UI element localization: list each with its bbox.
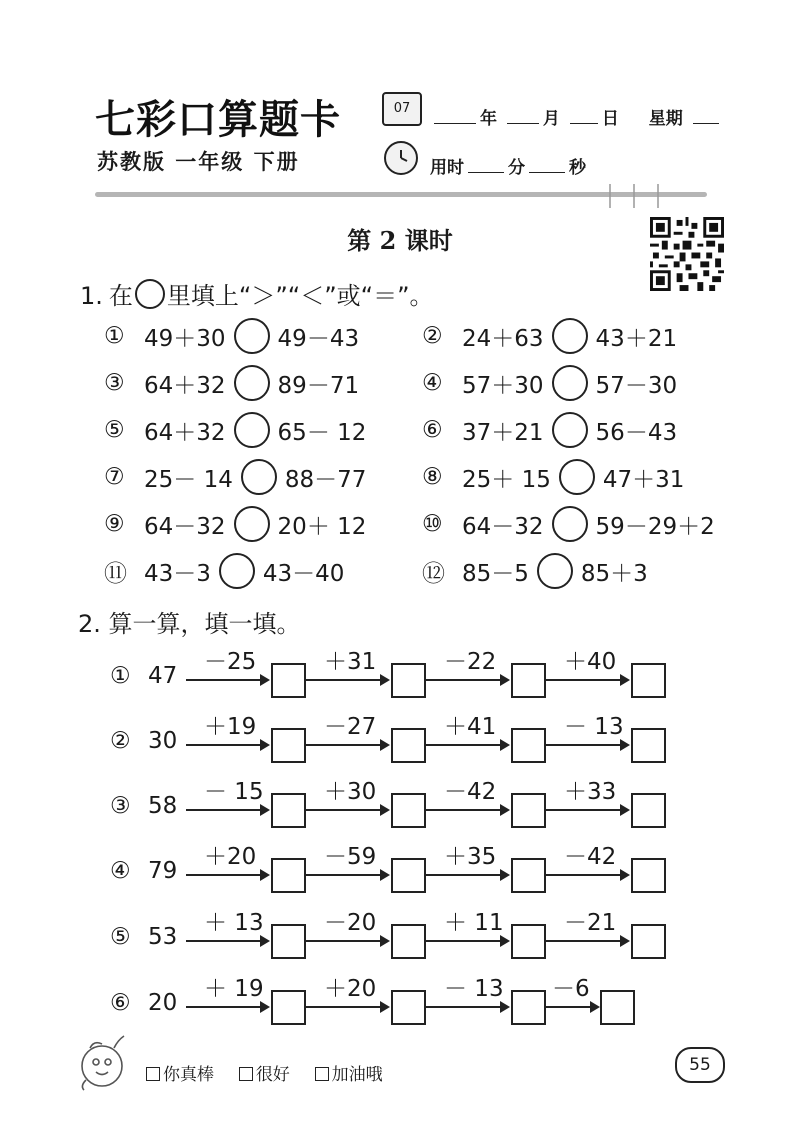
right-expr: 49－43 <box>277 325 360 352</box>
chain-label: ① <box>110 663 131 689</box>
answer-circle[interactable] <box>559 459 595 495</box>
right-expr: 20＋ 12 <box>277 513 367 540</box>
left-expr: 64－32 <box>462 513 544 540</box>
right-expr: 43－40 <box>262 560 345 587</box>
rating-option[interactable] <box>239 1065 290 1085</box>
answer-box[interactable] <box>631 858 666 893</box>
chain-op: －42 <box>444 779 497 805</box>
chain-op: －25 <box>204 649 257 675</box>
compare-item <box>104 459 366 495</box>
chain-start: 20 <box>148 990 178 1016</box>
right-expr: 47＋31 <box>602 466 685 493</box>
month-label: 月 <box>542 109 560 129</box>
compare-item <box>422 506 715 542</box>
rating-label: 加油哦 <box>331 1065 383 1085</box>
compare-item <box>104 365 359 401</box>
chain-op: ＋35 <box>444 844 497 870</box>
chain-start: 79 <box>148 858 178 884</box>
arrow-icon <box>426 1006 508 1008</box>
section1-instr-before: 在 <box>108 282 133 310</box>
arrow-icon <box>306 1006 388 1008</box>
compare-item <box>104 553 344 589</box>
left-expr: 64＋32 <box>144 372 226 399</box>
calc-chain <box>100 708 700 768</box>
answer-box[interactable] <box>511 728 546 763</box>
right-expr: 89－71 <box>277 372 360 399</box>
weekday-label: 星期 <box>648 109 683 129</box>
answer-box[interactable] <box>631 924 666 959</box>
item-label: ⑪ <box>104 560 127 587</box>
chain-start: 47 <box>148 663 178 689</box>
arrow-icon <box>186 874 268 876</box>
item-label: ⑧ <box>422 464 443 490</box>
item-label: ⑩ <box>422 511 443 537</box>
checkbox-icon <box>239 1067 253 1081</box>
answer-box[interactable] <box>600 990 635 1025</box>
divider-ornament-icon <box>600 182 670 212</box>
answer-box[interactable] <box>271 793 306 828</box>
section1-number: 1. <box>80 282 103 310</box>
calc-chain <box>100 838 700 898</box>
arrow-icon <box>426 744 508 746</box>
answer-circle[interactable] <box>234 365 270 401</box>
compare-item <box>104 318 359 354</box>
rating-label: 你真棒 <box>163 1065 214 1085</box>
item-label: ② <box>422 323 443 349</box>
chain-op: －59 <box>324 844 377 870</box>
arrow-icon <box>546 744 628 746</box>
answer-box[interactable] <box>391 924 426 959</box>
second-label: 秒 <box>569 158 586 178</box>
left-expr: 24＋63 <box>462 325 544 352</box>
chain-op: －42 <box>564 844 617 870</box>
item-label: ⑨ <box>104 511 125 537</box>
arrow-icon <box>546 1006 598 1008</box>
rating-label: 很好 <box>255 1065 290 1085</box>
circle-symbol-icon <box>135 279 165 309</box>
calc-chain <box>100 904 700 964</box>
answer-circle[interactable] <box>552 365 588 401</box>
answer-box[interactable] <box>511 990 546 1025</box>
right-expr: 57－30 <box>595 372 678 399</box>
calendar-icon <box>382 92 422 126</box>
answer-circle[interactable] <box>537 553 573 589</box>
minute-label: 分 <box>508 158 525 178</box>
arrow-icon <box>426 809 508 811</box>
right-expr: 88－77 <box>284 466 367 493</box>
answer-box[interactable] <box>271 663 306 698</box>
chain-op: ＋20 <box>204 844 257 870</box>
item-label: ⑤ <box>104 417 125 443</box>
answer-circle[interactable] <box>234 506 270 542</box>
chain-op: ＋ 13 <box>204 910 264 936</box>
arrow-icon <box>426 874 508 876</box>
compare-item <box>104 506 366 542</box>
day-label: 日 <box>601 109 619 129</box>
compare-item <box>104 412 366 448</box>
compare-item <box>422 553 648 589</box>
item-label: ⑦ <box>104 464 125 490</box>
calc-chain <box>100 773 700 833</box>
arrow-icon <box>186 809 268 811</box>
checkbox-icon <box>146 1067 160 1081</box>
calc-chain <box>100 970 700 1030</box>
answer-circle[interactable] <box>552 506 588 542</box>
item-label: ④ <box>422 370 443 396</box>
chain-op: －6 <box>552 976 590 1002</box>
rating-option[interactable] <box>315 1065 383 1085</box>
answer-circle[interactable] <box>241 459 277 495</box>
arrow-icon <box>306 744 388 746</box>
chain-op: ＋ 11 <box>444 910 504 936</box>
item-label: ① <box>104 323 125 349</box>
chain-op: ＋40 <box>564 649 617 675</box>
clock-icon <box>384 141 418 175</box>
answer-box[interactable] <box>391 858 426 893</box>
arrow-icon <box>186 744 268 746</box>
left-expr: 64＋32 <box>144 419 226 446</box>
right-expr: 85＋3 <box>580 560 648 587</box>
left-expr: 25＋ 15 <box>462 466 551 493</box>
answer-circle[interactable] <box>552 318 588 354</box>
book-title: 七彩口算题卡 <box>95 96 341 143</box>
arrow-icon <box>186 940 268 942</box>
answer-box[interactable] <box>391 728 426 763</box>
rating-options <box>146 1060 383 1085</box>
answer-box[interactable] <box>511 793 546 828</box>
compare-item <box>422 365 677 401</box>
answer-box[interactable] <box>511 858 546 893</box>
left-expr: 49＋30 <box>144 325 226 352</box>
chain-start: 58 <box>148 793 178 819</box>
left-expr: 25－ 14 <box>144 466 233 493</box>
answer-circle[interactable] <box>234 412 270 448</box>
chain-op: ＋41 <box>444 714 497 740</box>
arrow-icon <box>306 940 388 942</box>
chain-label: ④ <box>110 858 131 884</box>
right-expr: 59－29＋2 <box>595 513 715 540</box>
chain-label: ② <box>110 728 131 754</box>
item-label: ⑫ <box>422 560 445 587</box>
chain-op: － 13 <box>564 714 624 740</box>
answer-circle[interactable] <box>219 553 255 589</box>
chain-op: ＋19 <box>204 714 257 740</box>
compare-item <box>422 318 677 354</box>
lesson-title: 第 2 课时 <box>347 226 453 255</box>
checkbox-icon <box>315 1067 329 1081</box>
mascot-icon <box>72 1030 136 1094</box>
answer-box[interactable] <box>631 728 666 763</box>
answer-box[interactable] <box>271 924 306 959</box>
chain-start: 53 <box>148 924 178 950</box>
answer-box[interactable] <box>631 663 666 698</box>
chain-op: ＋31 <box>324 649 377 675</box>
answer-box[interactable] <box>271 728 306 763</box>
section1-instr-after: 里填上“＞”“＜”或“＝”。 <box>166 282 434 310</box>
right-expr: 56－43 <box>595 419 678 446</box>
answer-box[interactable] <box>271 858 306 893</box>
left-expr: 64－32 <box>144 513 226 540</box>
section2-title: 2. 算一算，填一填。 <box>78 610 301 638</box>
arrow-icon <box>546 679 628 681</box>
answer-box[interactable] <box>391 990 426 1025</box>
arrow-icon <box>426 940 508 942</box>
answer-box[interactable] <box>511 924 546 959</box>
arrow-icon <box>306 679 388 681</box>
item-label: ⑥ <box>422 417 443 443</box>
chain-op: ＋30 <box>324 779 377 805</box>
chain-op: ＋ 19 <box>204 976 264 1002</box>
answer-box[interactable] <box>271 990 306 1025</box>
arrow-icon <box>186 679 268 681</box>
time-line <box>430 153 586 178</box>
left-expr: 57＋30 <box>462 372 544 399</box>
chain-op: － 13 <box>444 976 504 1002</box>
answer-circle[interactable] <box>234 318 270 354</box>
compare-item <box>422 459 684 495</box>
arrow-icon <box>426 679 508 681</box>
time-label: 用时 <box>430 158 464 178</box>
chain-op: ＋20 <box>324 976 377 1002</box>
date-line <box>430 104 723 129</box>
chain-op: －22 <box>444 649 497 675</box>
chain-op: －27 <box>324 714 377 740</box>
chain-label: ③ <box>110 793 131 819</box>
chain-label: ⑥ <box>110 990 131 1016</box>
right-expr: 43＋21 <box>595 325 678 352</box>
chain-label: ⑤ <box>110 924 131 950</box>
edition-label: 苏教版 一年级 下册 <box>97 150 300 174</box>
arrow-icon <box>546 809 628 811</box>
chain-op: ＋33 <box>564 779 617 805</box>
page-number: 55 <box>675 1047 725 1083</box>
rating-option[interactable] <box>146 1065 214 1085</box>
arrow-icon <box>546 940 628 942</box>
answer-box[interactable] <box>391 663 426 698</box>
qr-code-icon <box>650 216 724 292</box>
answer-box[interactable] <box>631 793 666 828</box>
compare-item <box>422 412 677 448</box>
arrow-icon <box>186 1006 268 1008</box>
right-expr: 65－ 12 <box>277 419 367 446</box>
chain-op: －20 <box>324 910 377 936</box>
left-expr: 37＋21 <box>462 419 544 446</box>
chain-op: － 15 <box>204 779 264 805</box>
item-label: ③ <box>104 370 125 396</box>
answer-box[interactable] <box>511 663 546 698</box>
calc-chain <box>100 643 700 703</box>
chain-op: －21 <box>564 910 617 936</box>
answer-circle[interactable] <box>552 412 588 448</box>
arrow-icon <box>546 874 628 876</box>
arrow-icon <box>306 809 388 811</box>
calendar-day: 07 <box>393 101 411 116</box>
arrow-icon <box>306 874 388 876</box>
answer-box[interactable] <box>391 793 426 828</box>
chain-start: 30 <box>148 728 178 754</box>
section1-instruction <box>80 276 434 311</box>
left-expr: 85－5 <box>462 560 529 587</box>
year-label: 年 <box>480 109 497 129</box>
left-expr: 43－3 <box>144 560 211 587</box>
